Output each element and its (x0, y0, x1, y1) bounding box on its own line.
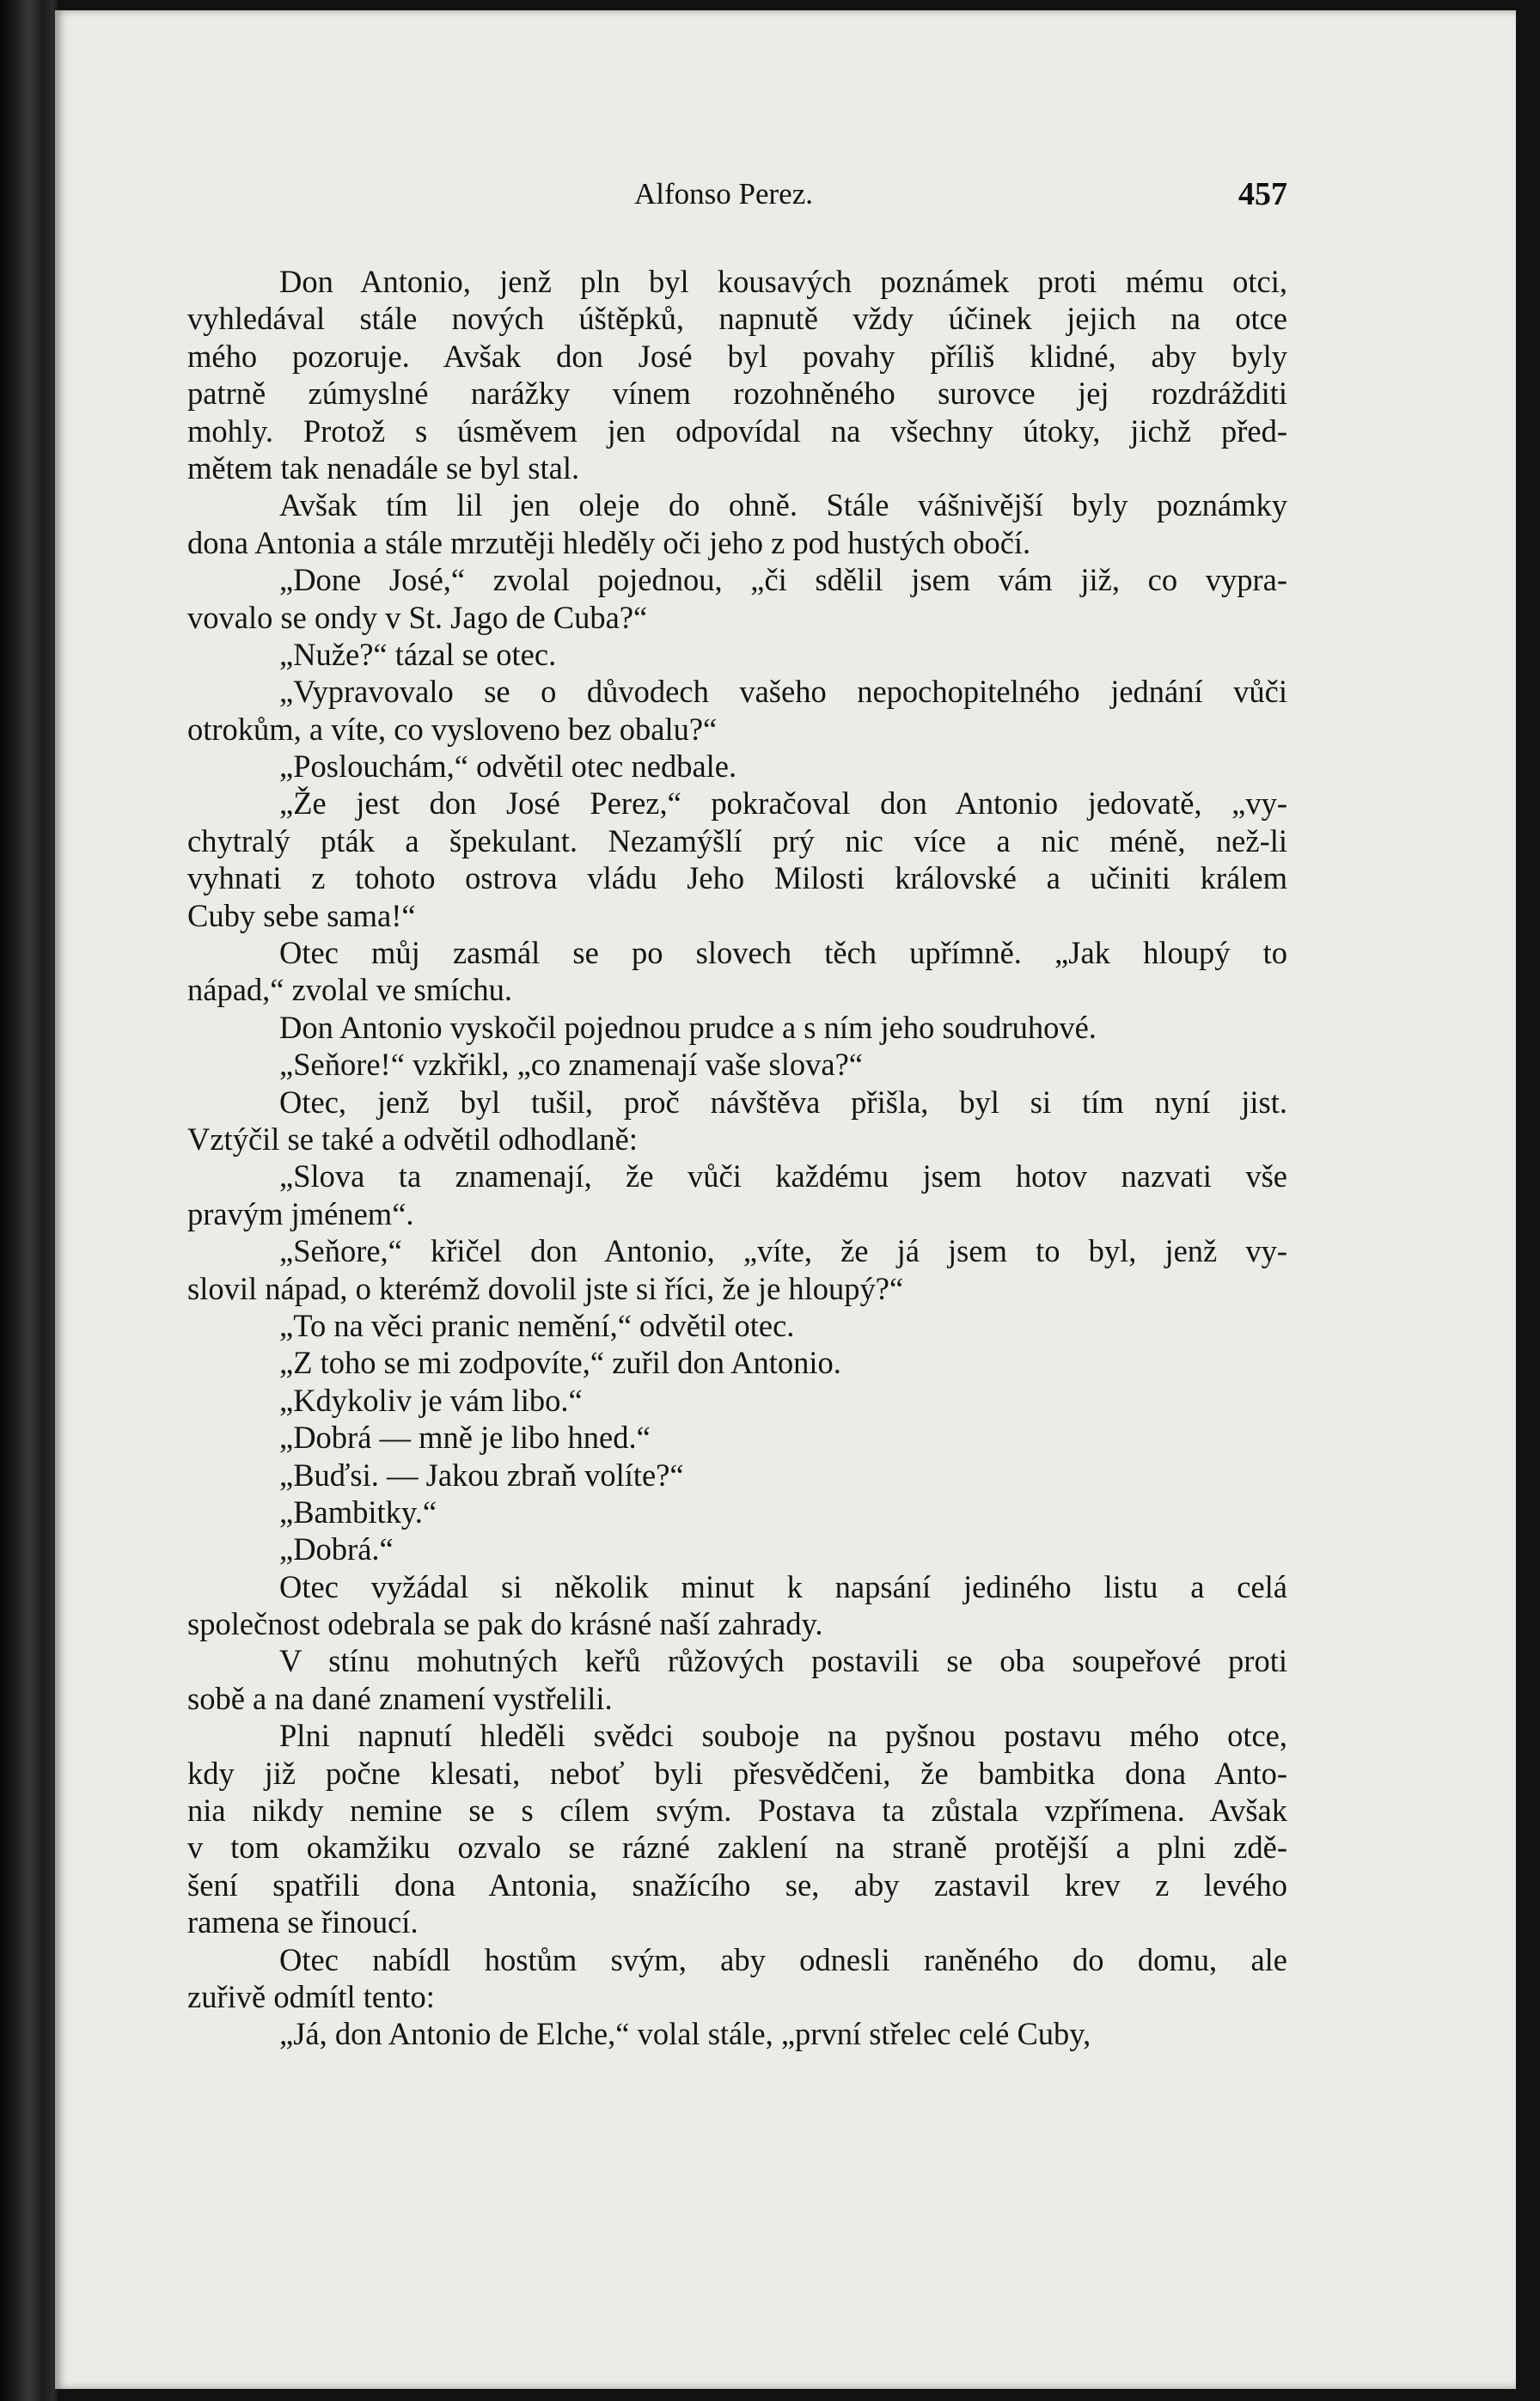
paragraph (187, 785, 1287, 934)
text-line: vyhledával stále nových úštěpků, napnutě vždy účinek jejich na otce (187, 301, 1287, 337)
paragraph (187, 1382, 1287, 1419)
paragraph (187, 1158, 1287, 1232)
text-line: Cuby sebe sama!“ (187, 897, 416, 933)
paragraph (187, 1642, 1287, 1717)
text-line: patrně zúmyslné narážky vínem rozohněného surovce jej rozdrážditi (187, 376, 1287, 412)
text-line: Don Antonio vyskočil pojednou prudce a s ním jeho soudruhové. (279, 1009, 1097, 1045)
paragraph (187, 1419, 1287, 1456)
paragraph (187, 1232, 1287, 1307)
text-line: otrokům, a víte, co vysloveno bez obalu?“ (187, 711, 718, 747)
text-line: „Poslouchám,“ odvětil otec nedbale. (279, 748, 737, 785)
running-head: Alfonso Perez. (634, 177, 814, 211)
text-line: zuřivě odmítl tento: (187, 1978, 435, 2014)
text-line: sobě a na dané znamení vystřelili. (187, 1680, 613, 1716)
text-line: společnost odebrala se pak do krásné naší zahrady. (187, 1606, 823, 1642)
paragraph (187, 1568, 1287, 1643)
text-line: „Seňore,“ křičel don Antonio, „víte, že já jsem to byl, jenž vy- (279, 1233, 1287, 1269)
paragraph (187, 1009, 1287, 1046)
text-line: „Slova ta znamenají, že vůči každému jsem hotov nazvati vše (279, 1158, 1287, 1194)
paragraph (187, 1494, 1287, 1530)
text-line: „Kdykoliv je vám libo.“ (279, 1382, 583, 1418)
text-line: Avšak tím lil jen oleje do ohně. Stále vášnivější byly poznámky (279, 487, 1287, 523)
text-line: Otec nabídl hostům svým, aby odnesli raněného do domu, ale (279, 1941, 1287, 1977)
text-line: vyhnati z tohoto ostrova vládu Jeho Milosti královské a učiniti králem (187, 860, 1287, 896)
text-line: mětem tak nenadále se byl stal. (187, 449, 580, 486)
text-line: pravým jménem“. (187, 1195, 414, 1231)
text-line: „Buďsi. — Jakou zbraň volíte?“ (279, 1457, 684, 1493)
paragraph (187, 636, 1287, 673)
paragraph (187, 1046, 1287, 1083)
text-line: „Já, don Antonio de Elche,“ volal stále, „první střelec celé Cuby, (279, 2016, 1091, 2052)
text-line: Otec, jenž byl tušil, proč návštěva přišla, byl si tím nyní jist. (279, 1084, 1287, 1120)
paragraph (187, 2015, 1287, 2052)
text-line: Otec vyžádal si několik minut k napsání jediného listu a celá (279, 1568, 1287, 1604)
text-line: nia nikdy nemine se s cílem svým. Postava ta zůstala vzpřímena. Avšak (187, 1793, 1287, 1829)
text-line: mého pozoruje. Avšak don José byl povahy příliš klidné, aby byly (187, 338, 1287, 374)
text-line: „Z toho se mi zodpovíte,“ zuřil don Antonio. (279, 1345, 841, 1381)
paragraph (187, 934, 1287, 1009)
book-spine-shadow (0, 0, 60, 2401)
text-line: Otec můj zasmál se po slovech těch upřímně. „Jak hloupý to (279, 935, 1287, 971)
paragraph (187, 1941, 1287, 2016)
text-line: „Dobrá — mně je libo hned.“ (279, 1420, 651, 1456)
text-line: V stínu mohutných keřů růžových postavili se oba soupeřové proti (279, 1643, 1287, 1679)
paragraph (187, 1307, 1287, 1344)
paragraph (187, 1717, 1287, 1940)
text-line: slovil nápad, o kterémž dovolil jste si říci, že je hloupý?“ (187, 1270, 904, 1306)
text-line: Plni napnutí hleděli svědci souboje na pyšnou postavu mého otce, (279, 1718, 1287, 1754)
text-line: „Dobrá.“ (279, 1531, 394, 1567)
text-line: „Seňore!“ vzkřikl, „co znamenají vaše slova?“ (279, 1047, 863, 1083)
text-line: Vztýčil se také a odvětil odhodlaně: (187, 1121, 639, 1157)
paragraph (187, 1084, 1287, 1158)
text-line: chytralý pták a špekulant. Nezamýšlí prý nic více a nic méně, než-li (187, 822, 1287, 858)
text-line: „Bambitky.“ (279, 1494, 437, 1530)
paragraph (187, 561, 1287, 636)
paragraph (187, 748, 1287, 785)
page-number: 457 (1238, 176, 1287, 212)
paragraph (187, 263, 1287, 486)
text-line: „Done José,“ zvolal pojednou, „či sdělil jsem vám již, co vypra- (279, 562, 1287, 598)
text-line: vovalo se ondy v St. Jago de Cuba?“ (187, 599, 648, 635)
paragraph (187, 486, 1287, 561)
page-header (187, 177, 1287, 217)
text-line: ramena se řinoucí. (187, 1904, 419, 1940)
text-line: nápad,“ zvolal ve smíchu. (187, 972, 513, 1008)
paragraph (187, 1530, 1287, 1567)
text-line: v tom okamžiku ozvalo se rázné zaklení na straně protější a plni zdě- (187, 1830, 1287, 1866)
body-text (187, 263, 1287, 2053)
text-line: „Vypravovalo se o důvodech vašeho nepochopitelného jednání vůči (279, 674, 1287, 710)
paragraph (187, 1457, 1287, 1494)
text-line: dona Antonia a stále mrzutěji hleděly oči jeho z pod hustých obočí. (187, 524, 1031, 560)
paragraph (187, 673, 1287, 748)
text-line: šení spatřili dona Antonia, snažícího se, aby zastavil krev z levého (187, 1866, 1287, 1903)
text-line: „To na věci pranic nemění,“ odvětil otec. (279, 1307, 795, 1343)
text-line: kdy již počne klesati, neboť byli přesvědčeni, že bambitka dona Anto- (187, 1755, 1287, 1791)
text-line: „Nuže?“ tázal se otec. (279, 636, 557, 672)
text-line: Don Antonio, jenž pln byl kousavých poznámek proti mému otci, (279, 264, 1287, 299)
paragraph (187, 1344, 1287, 1381)
text-line: mohly. Protož s úsměvem jen odpovídal na všechny útoky, jichž před- (187, 412, 1287, 449)
text-line: „Že jest don José Perez,“ pokračoval don Antonio jedovatě, „vy- (279, 785, 1287, 822)
